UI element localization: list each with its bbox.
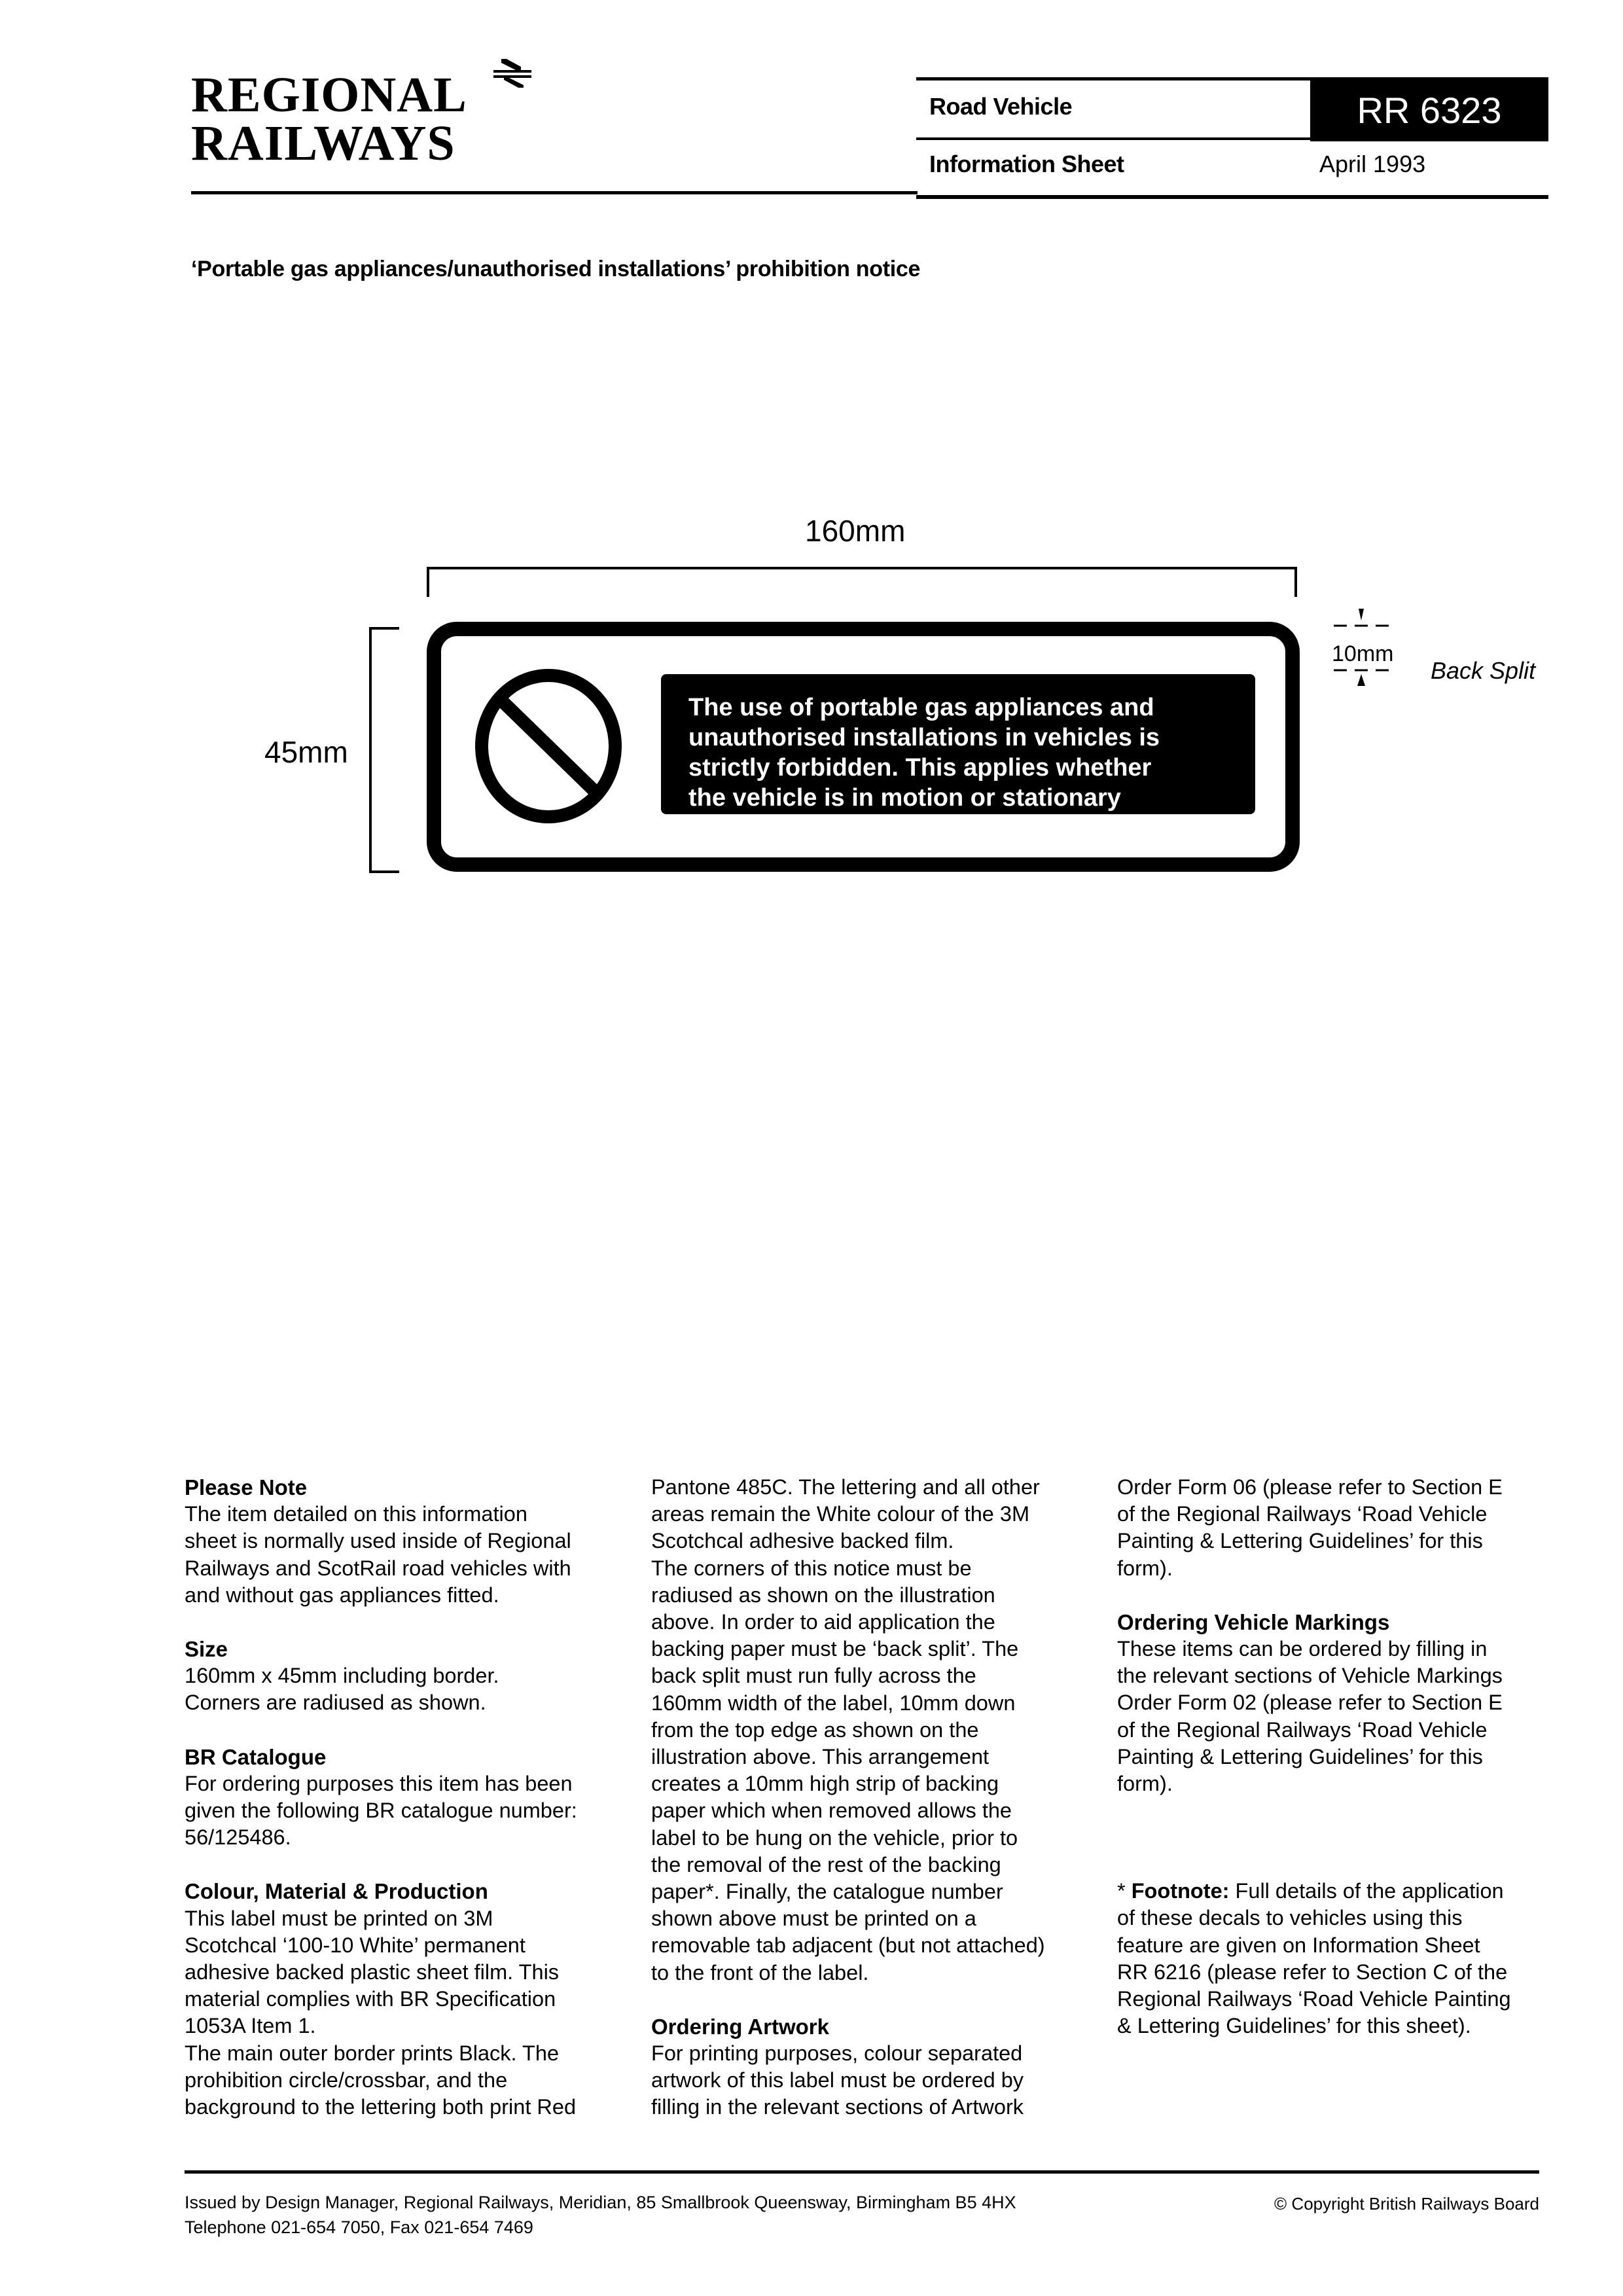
ordering-artwork-continued-text: Order Form 06 (please refer to Section E of the Regional Railways ‘Road Vehicle Painting & Lettering Guidelines’ for this form).: [1117, 1475, 1503, 1580]
width-dimension-bracket: [427, 567, 1297, 597]
sign-text-panel: [661, 674, 1255, 814]
footnote: * Footnote: Full details of the application of these decals to vehicles using this feature are given on Information Sheet RR 6216 (please refer to Section C of the Regional Railways ‘Road Vehicle Painting & Lettering Guidelines’ for this sheet).: [1117, 1879, 1511, 2038]
body-column-2: [651, 1474, 1070, 2121]
sheet-code-badge: RR 6323: [1310, 79, 1548, 141]
back-split-label: Back Split: [1431, 657, 1536, 684]
height-dimension-label: 45mm: [264, 735, 348, 769]
british-rail-double-arrow-icon: [492, 58, 533, 88]
section-heading-colour-material: Colour, Material & Production: [185, 1879, 488, 1904]
page-title: ‘Portable gas appliances/unauthorised installations’ prohibition notice: [191, 257, 921, 281]
footer-contact-line: Telephone 021-654 7050, Fax 021-654 7469: [185, 2217, 533, 2237]
sign-text-line: The use of portable gas appliances and: [688, 694, 1154, 721]
br-catalogue-text: For ordering purposes this item has been given the following BR catalogue number: 56/125486.: [185, 1771, 577, 1850]
section-heading-please-note: Please Note: [185, 1475, 308, 1499]
footnote-marker: *: [1117, 1879, 1132, 1903]
back-split-measure: 10mm: [1332, 641, 1394, 666]
sign-text-line: strictly forbidden. This applies whether: [688, 754, 1152, 781]
prohibition-sign: [427, 622, 1300, 872]
ordering-markings-text: These items can be ordered by filling in the relevant sections of Vehicle Markings Order Form 02 (please refer to Section E of the Regional Railways ‘Road Vehicle Painting & Lettering Guidelines’ for this form).: [1117, 1637, 1503, 1796]
section-heading-br-catalogue: BR Catalogue: [185, 1744, 327, 1769]
footer-address: [185, 2190, 1016, 2240]
height-dimension-bracket: [369, 627, 399, 873]
header-rule: [191, 191, 918, 194]
size-text: 160mm x 45mm including border. Corners are radiused as shown.: [185, 1664, 499, 1715]
info-block: [916, 77, 1548, 198]
footer-address-line: Issued by Design Manager, Regional Railways, Meridian, 85 Smallbrook Queensway, Birmingham B5 4HX: [185, 2193, 1016, 2212]
road-vehicle-label: Road Vehicle: [929, 93, 1073, 120]
section-heading-ordering-artwork: Ordering Artwork: [651, 2014, 829, 2039]
footer-rule: [185, 2170, 1539, 2174]
please-note-text: The item detailed on this information sheet is normally used inside of Regional Railways and ScotRail road vehicles with and without gas appliances fitted.: [185, 1502, 571, 1607]
information-sheet-label: Information Sheet: [929, 151, 1124, 177]
brand-line-1: REGIONAL: [191, 67, 467, 122]
colour-material-text: This label must be printed on 3M Scotchcal ‘100-10 White’ permanent adhesive backed plastic sheet film. This material complies with BR Specification 1053A Item 1. The main outer border prints Black. The prohibition circle/crossbar, and the background to the lettering both print Red: [185, 1906, 577, 2119]
section-heading-ordering-vehicle-markings: Ordering Vehicle Markings: [1117, 1609, 1390, 1634]
sign-text-line: the vehicle is in motion or stationary: [688, 784, 1121, 812]
ordering-artwork-text: For printing purposes, colour separated artwork of this label must be ordered by filling in the relevant sections of Artwork: [651, 2041, 1024, 2119]
section-heading-size: Size: [185, 1637, 228, 1662]
prohibition-circle-icon: [471, 669, 626, 823]
sign-text-line: unauthorised installations in vehicles is: [688, 724, 1160, 751]
width-dimension-label: 160mm: [805, 514, 906, 548]
colour-material-continued-text: Pantone 485C. The lettering and all other areas remain the White colour of the 3M Scotchcal adhesive backed film. The corners of this notice must be radiused as shown on the illustration above. In order to aid application the backing paper must be ‘back split’. The back split must run fully across the 160mm width of the label, 10mm down from the top edge as shown on the illustration above. This arrangement creates a 10mm high strip of backing paper which when removed allows the label to be hung on the vehicle, prior to the removal of the rest of the backing paper*. Finally, the catalogue number shown above must be printed on a removable tab adjacent (but not attached) to the front of the label.: [651, 1475, 1045, 1984]
info-mid-rule: [916, 137, 1310, 140]
info-bottom-rule: [916, 195, 1548, 199]
brand-line-2: RAILWAYS: [191, 116, 455, 171]
footnote-label: Footnote:: [1131, 1879, 1230, 1903]
brand-wordmark: [191, 67, 467, 171]
copyright-notice: © Copyright British Railways Board: [1274, 2194, 1539, 2214]
issue-date: April 1993: [1319, 151, 1426, 177]
body-column-3: [1117, 1474, 1536, 2039]
body-column-1: [185, 1474, 603, 2121]
